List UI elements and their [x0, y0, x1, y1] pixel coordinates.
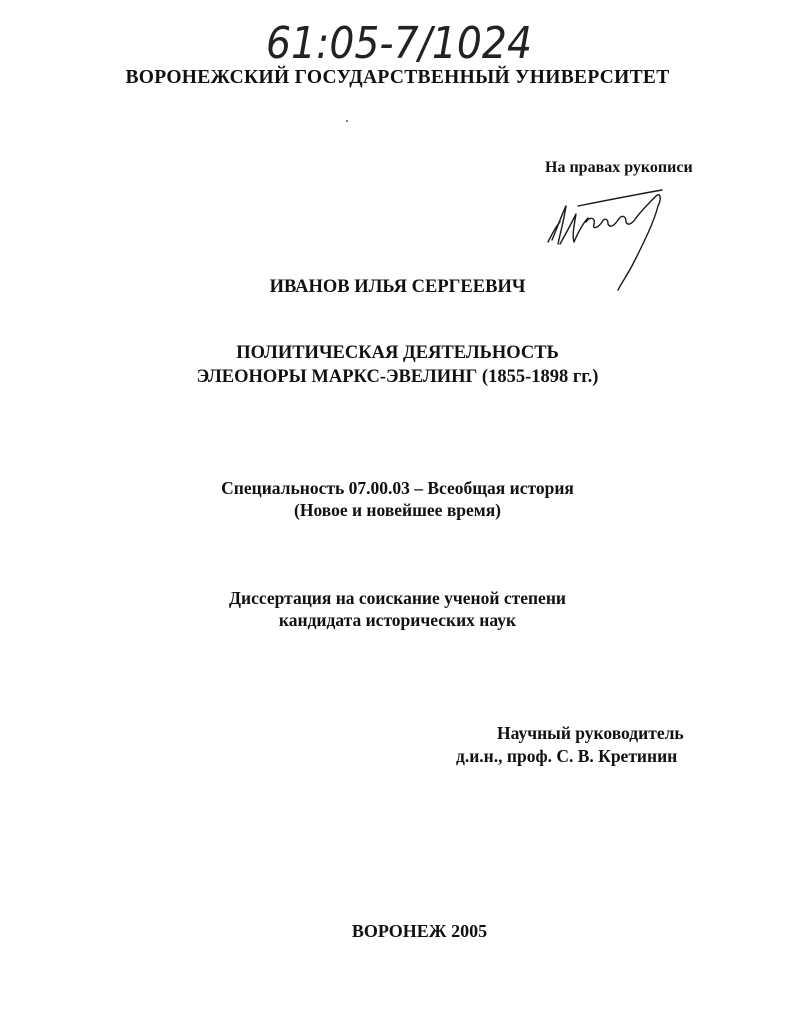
- dissertation-title-line-1: ПОЛИТИЧЕСКАЯ ДЕЯТЕЛЬНОСТЬ: [236, 343, 559, 363]
- scan-speck: [346, 120, 348, 122]
- city-year: ВОРОНЕЖ 2005: [351, 921, 488, 941]
- degree-line-1: Диссертация на соискание ученой степени: [229, 588, 566, 608]
- archive-code-handwritten: [262, 12, 537, 68]
- author-name: ИВАНОВ ИЛЬЯ СЕРГЕЕВИЧ: [269, 277, 526, 297]
- specialty-line-1: Специальность 07.00.03 – Всеобщая история: [221, 478, 574, 498]
- manuscript-rights-note: На правах рукописи: [545, 159, 693, 176]
- university-name: ВОРОНЕЖСКИЙ ГОСУДАРСТВЕННЫЙ УНИВЕРСИТЕТ: [125, 67, 670, 88]
- archive-code-text: 61:05-7/1024: [266, 18, 532, 68]
- supervisor-name: д.и.н., проф. С. В. Кретинин: [456, 746, 678, 766]
- degree-line-2: кандидата исторических наук: [278, 610, 517, 630]
- specialty-line-2: (Новое и новейшее время): [294, 500, 501, 520]
- dissertation-title-line-2: ЭЛЕОНОРЫ МАРКС-ЭВЕЛИНГ (1855-1898 гг.): [196, 367, 599, 387]
- supervisor-label: Научный руководитель: [497, 723, 684, 743]
